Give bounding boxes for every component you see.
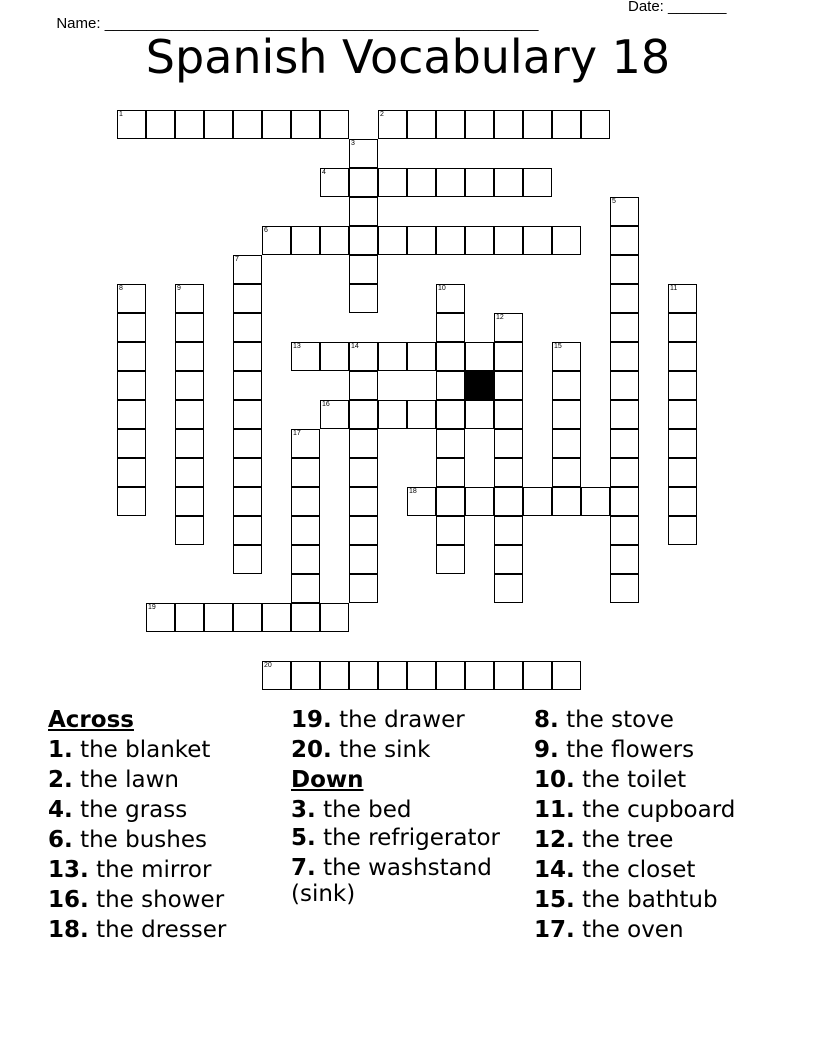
grid-cell[interactable] — [320, 226, 349, 255]
grid-cell[interactable] — [465, 487, 494, 516]
grid-cell[interactable] — [436, 110, 465, 139]
grid-cell[interactable] — [233, 255, 262, 284]
date-field-label: Date: _______ — [628, 0, 727, 15]
clue-number-label: 9 — [177, 285, 181, 292]
grid-cell[interactable] — [262, 603, 291, 632]
grid-cell[interactable] — [407, 168, 436, 197]
clue-down-7 — [291, 855, 531, 907]
clue-down-15 — [534, 885, 774, 915]
grid-cell[interactable] — [552, 342, 581, 371]
grid-cell[interactable] — [436, 545, 465, 574]
grid-cell-black — [465, 371, 494, 400]
grid-cell[interactable] — [494, 313, 523, 342]
grid-cell[interactable] — [436, 168, 465, 197]
grid-cell[interactable] — [233, 429, 262, 458]
grid-cell[interactable] — [378, 226, 407, 255]
grid-cell[interactable] — [117, 342, 146, 371]
grid-cell[interactable] — [349, 574, 378, 603]
grid-cell[interactable] — [436, 284, 465, 313]
clue-across-4 — [48, 795, 288, 825]
clue-number-label: 5 — [612, 198, 616, 205]
clue-down-3 — [291, 795, 531, 825]
grid-cell[interactable] — [291, 342, 320, 371]
grid-cell[interactable] — [291, 574, 320, 603]
clue-down-12 — [534, 825, 774, 855]
grid-cell[interactable] — [291, 226, 320, 255]
clue-text: the cupboard — [582, 797, 736, 823]
grid-cell[interactable] — [117, 313, 146, 342]
grid-cell[interactable] — [668, 371, 697, 400]
clue-number-label: 8 — [119, 285, 123, 292]
grid-cell[interactable] — [610, 487, 639, 516]
clue-text: the mirror — [96, 857, 212, 883]
clue-number: 16. — [48, 887, 89, 913]
grid-cell[interactable] — [436, 429, 465, 458]
grid-cell[interactable] — [117, 371, 146, 400]
grid-cell[interactable] — [436, 400, 465, 429]
grid-cell[interactable] — [668, 487, 697, 516]
grid-cell[interactable] — [552, 371, 581, 400]
clue-text: the closet — [582, 857, 696, 883]
clue-number: 14. — [534, 857, 575, 883]
grid-cell[interactable] — [117, 487, 146, 516]
grid-cell[interactable] — [523, 661, 552, 690]
grid-cell[interactable] — [407, 226, 436, 255]
clue-text: the stove — [566, 707, 674, 733]
grid-cell[interactable] — [436, 342, 465, 371]
clue-number-label: 18 — [409, 488, 417, 495]
clue-number-label: 19 — [148, 604, 156, 611]
grid-cell[interactable] — [494, 516, 523, 545]
clue-number: 20. — [291, 737, 332, 763]
grid-cell[interactable] — [668, 342, 697, 371]
clue-number-label: 11 — [670, 285, 678, 292]
clue-down-14 — [534, 855, 774, 885]
clue-column-3 — [534, 705, 774, 945]
grid-cell[interactable] — [610, 516, 639, 545]
grid-cell[interactable] — [552, 661, 581, 690]
grid-cell[interactable] — [494, 429, 523, 458]
clue-number-label: 4 — [322, 169, 326, 176]
grid-cell[interactable] — [349, 197, 378, 226]
grid-cell[interactable] — [610, 313, 639, 342]
grid-cell[interactable] — [117, 458, 146, 487]
grid-cell[interactable] — [349, 516, 378, 545]
clue-text: the bathtub — [582, 887, 718, 913]
grid-cell[interactable] — [494, 371, 523, 400]
grid-cell[interactable] — [552, 458, 581, 487]
grid-cell[interactable] — [436, 487, 465, 516]
grid-cell[interactable] — [117, 110, 146, 139]
clue-number-label: 1 — [119, 111, 123, 118]
clue-number: 13. — [48, 857, 89, 883]
grid-cell[interactable] — [378, 110, 407, 139]
grid-cell[interactable] — [204, 603, 233, 632]
clue-number: 11. — [534, 797, 575, 823]
clue-number-label: 2 — [380, 111, 384, 118]
grid-cell[interactable] — [523, 110, 552, 139]
grid-cell[interactable] — [175, 342, 204, 371]
grid-cell[interactable] — [436, 661, 465, 690]
grid-cell[interactable] — [349, 371, 378, 400]
clue-number-label: 10 — [438, 285, 446, 292]
grid-cell[interactable] — [523, 168, 552, 197]
grid-cell[interactable] — [117, 429, 146, 458]
grid-cell[interactable] — [349, 400, 378, 429]
page-title: Spanish Vocabulary 18 — [145, 30, 671, 84]
grid-cell[interactable] — [552, 429, 581, 458]
clue-text: the dresser — [96, 917, 227, 943]
grid-cell[interactable] — [349, 168, 378, 197]
clue-text: the bushes — [80, 827, 207, 853]
grid-cell[interactable] — [465, 661, 494, 690]
grid-cell[interactable] — [407, 661, 436, 690]
clue-down-17 — [534, 915, 774, 945]
grid-cell[interactable] — [291, 487, 320, 516]
grid-cell[interactable] — [233, 371, 262, 400]
clue-number-label: 20 — [264, 662, 272, 669]
grid-cell[interactable] — [291, 603, 320, 632]
clue-number: 1. — [48, 737, 73, 763]
grid-cell[interactable] — [610, 545, 639, 574]
grid-cell[interactable] — [175, 429, 204, 458]
grid-cell[interactable] — [610, 371, 639, 400]
grid-cell[interactable] — [262, 661, 291, 690]
grid-cell[interactable] — [552, 226, 581, 255]
clue-column-1 — [48, 705, 288, 945]
clue-number-label: 12 — [496, 314, 504, 321]
grid-cell[interactable] — [407, 342, 436, 371]
grid-cell[interactable] — [378, 168, 407, 197]
clue-number: 4. — [48, 797, 73, 823]
grid-cell[interactable] — [291, 429, 320, 458]
grid-cell[interactable] — [320, 603, 349, 632]
grid-cell[interactable] — [175, 487, 204, 516]
grid-cell[interactable] — [552, 110, 581, 139]
clue-number: 15. — [534, 887, 575, 913]
grid-cell[interactable] — [175, 371, 204, 400]
clue-number: 9. — [534, 737, 559, 763]
grid-cell[interactable] — [233, 400, 262, 429]
grid-cell[interactable] — [436, 516, 465, 545]
grid-cell[interactable] — [233, 458, 262, 487]
grid-cell[interactable] — [494, 487, 523, 516]
grid-cell[interactable] — [465, 400, 494, 429]
across-heading: Across — [48, 707, 134, 733]
grid-cell[interactable] — [233, 313, 262, 342]
grid-cell[interactable] — [494, 458, 523, 487]
grid-cell[interactable] — [494, 110, 523, 139]
grid-cell[interactable] — [610, 226, 639, 255]
down-heading: Down — [291, 767, 364, 793]
clue-text: the lawn — [80, 767, 179, 793]
clue-text: the grass — [80, 797, 188, 823]
grid-cell[interactable] — [349, 284, 378, 313]
clue-text: the toilet — [582, 767, 687, 793]
grid-cell[interactable] — [465, 168, 494, 197]
clue-text: the flowers — [566, 737, 695, 763]
grid-cell[interactable] — [378, 342, 407, 371]
grid-cell[interactable] — [320, 400, 349, 429]
grid-cell[interactable] — [233, 487, 262, 516]
grid-cell[interactable] — [233, 545, 262, 574]
grid-cell[interactable] — [610, 429, 639, 458]
clue-number: 10. — [534, 767, 575, 793]
grid-cell[interactable] — [552, 487, 581, 516]
grid-cell[interactable] — [349, 661, 378, 690]
clue-down-5 — [291, 825, 531, 851]
grid-cell[interactable] — [436, 226, 465, 255]
grid-cell[interactable] — [291, 516, 320, 545]
grid-cell[interactable] — [233, 110, 262, 139]
clue-number-label: 6 — [264, 227, 268, 234]
clue-across-20 — [291, 735, 531, 765]
clue-text: the sink — [339, 737, 431, 763]
grid-cell[interactable] — [436, 371, 465, 400]
clue-number: 2. — [48, 767, 73, 793]
clue-across-18 — [48, 915, 288, 945]
clue-number: 6. — [48, 827, 73, 853]
grid-cell[interactable] — [610, 197, 639, 226]
clue-across-2 — [48, 765, 288, 795]
clue-down-11 — [534, 795, 774, 825]
grid-cell[interactable] — [291, 458, 320, 487]
grid-cell[interactable] — [610, 255, 639, 284]
grid-cell[interactable] — [233, 342, 262, 371]
grid-cell[interactable] — [233, 516, 262, 545]
grid-cell[interactable] — [494, 168, 523, 197]
grid-cell[interactable] — [291, 545, 320, 574]
grid-cell[interactable] — [436, 458, 465, 487]
grid-cell[interactable] — [175, 400, 204, 429]
grid-cell[interactable] — [494, 661, 523, 690]
grid-cell[interactable] — [349, 487, 378, 516]
grid-cell[interactable] — [175, 110, 204, 139]
grid-cell[interactable] — [523, 487, 552, 516]
clue-text: the oven — [582, 917, 684, 943]
clue-number-label: 17 — [293, 430, 301, 437]
grid-cell[interactable] — [175, 284, 204, 313]
clue-text: the washstand (sink) — [291, 855, 492, 907]
clue-number: 7. — [291, 855, 316, 881]
grid-cell[interactable] — [610, 342, 639, 371]
grid-cell[interactable] — [407, 110, 436, 139]
grid-cell[interactable] — [378, 400, 407, 429]
grid-cell[interactable] — [291, 661, 320, 690]
clue-down-9 — [534, 735, 774, 765]
clue-down-8 — [534, 705, 774, 735]
grid-cell[interactable] — [233, 284, 262, 313]
grid-cell[interactable] — [349, 458, 378, 487]
clue-across-19 — [291, 705, 531, 735]
grid-cell[interactable] — [610, 284, 639, 313]
clue-number: 19. — [291, 707, 332, 733]
clue-number: 8. — [534, 707, 559, 733]
grid-cell[interactable] — [349, 545, 378, 574]
grid-cell[interactable] — [610, 400, 639, 429]
clue-number: 3. — [291, 797, 316, 823]
grid-cell[interactable] — [175, 313, 204, 342]
clue-across-6 — [48, 825, 288, 855]
clue-number-label: 16 — [322, 401, 330, 408]
grid-cell[interactable] — [407, 400, 436, 429]
clue-number-label: 15 — [554, 343, 562, 350]
grid-cell[interactable] — [204, 110, 233, 139]
grid-cell[interactable] — [610, 458, 639, 487]
grid-cell[interactable] — [465, 342, 494, 371]
grid-cell[interactable] — [262, 226, 291, 255]
grid-cell[interactable] — [552, 400, 581, 429]
grid-cell[interactable] — [175, 458, 204, 487]
clue-text: the drawer — [339, 707, 465, 733]
grid-cell[interactable] — [581, 487, 610, 516]
clue-number-label: 3 — [351, 140, 355, 147]
grid-cell[interactable] — [668, 284, 697, 313]
clue-number: 18. — [48, 917, 89, 943]
grid-cell[interactable] — [668, 429, 697, 458]
grid-cell[interactable] — [175, 603, 204, 632]
clue-across-16 — [48, 885, 288, 915]
grid-cell[interactable] — [668, 516, 697, 545]
grid-cell[interactable] — [349, 342, 378, 371]
grid-cell[interactable] — [494, 342, 523, 371]
grid-cell[interactable] — [668, 458, 697, 487]
grid-cell[interactable] — [349, 226, 378, 255]
grid-cell[interactable] — [349, 139, 378, 168]
grid-cell[interactable] — [494, 400, 523, 429]
grid-cell[interactable] — [262, 110, 291, 139]
grid-cell[interactable] — [378, 661, 407, 690]
grid-cell[interactable] — [117, 284, 146, 313]
grid-cell[interactable] — [117, 400, 146, 429]
clue-number-label: 13 — [293, 343, 301, 350]
name-field-label: Name: ____________________________________________________ — [56, 15, 539, 32]
grid-cell[interactable] — [407, 487, 436, 516]
grid-cell[interactable] — [291, 110, 320, 139]
grid-cell[interactable] — [610, 574, 639, 603]
clue-text: the bed — [323, 797, 412, 823]
grid-cell[interactable] — [146, 603, 175, 632]
grid-cell[interactable] — [349, 429, 378, 458]
clue-down-10 — [534, 765, 774, 795]
grid-cell[interactable] — [320, 342, 349, 371]
clue-column-2 — [291, 705, 531, 911]
grid-cell[interactable] — [494, 226, 523, 255]
clue-across-1 — [48, 735, 288, 765]
grid-cell[interactable] — [523, 226, 552, 255]
clue-text: the blanket — [80, 737, 211, 763]
grid-cell[interactable] — [494, 545, 523, 574]
clue-number-label: 7 — [235, 256, 239, 263]
clue-number: 12. — [534, 827, 575, 853]
grid-cell[interactable] — [146, 110, 175, 139]
grid-cell[interactable] — [320, 110, 349, 139]
clue-text: the refrigerator — [323, 825, 501, 851]
grid-cell[interactable] — [175, 516, 204, 545]
grid-cell[interactable] — [349, 255, 378, 284]
clue-number-label: 14 — [351, 343, 359, 350]
grid-cell[interactable] — [320, 661, 349, 690]
grid-cell[interactable] — [320, 168, 349, 197]
grid-cell[interactable] — [668, 400, 697, 429]
grid-cell[interactable] — [581, 110, 610, 139]
clue-across-13 — [48, 855, 288, 885]
clue-text: the shower — [96, 887, 225, 913]
clue-number: 17. — [534, 917, 575, 943]
grid-cell[interactable] — [668, 313, 697, 342]
clue-number: 5. — [291, 825, 316, 851]
grid-cell[interactable] — [494, 574, 523, 603]
clue-text: the tree — [582, 827, 674, 853]
grid-cell[interactable] — [465, 110, 494, 139]
grid-cell[interactable] — [465, 226, 494, 255]
grid-cell[interactable] — [436, 313, 465, 342]
grid-cell[interactable] — [233, 603, 262, 632]
